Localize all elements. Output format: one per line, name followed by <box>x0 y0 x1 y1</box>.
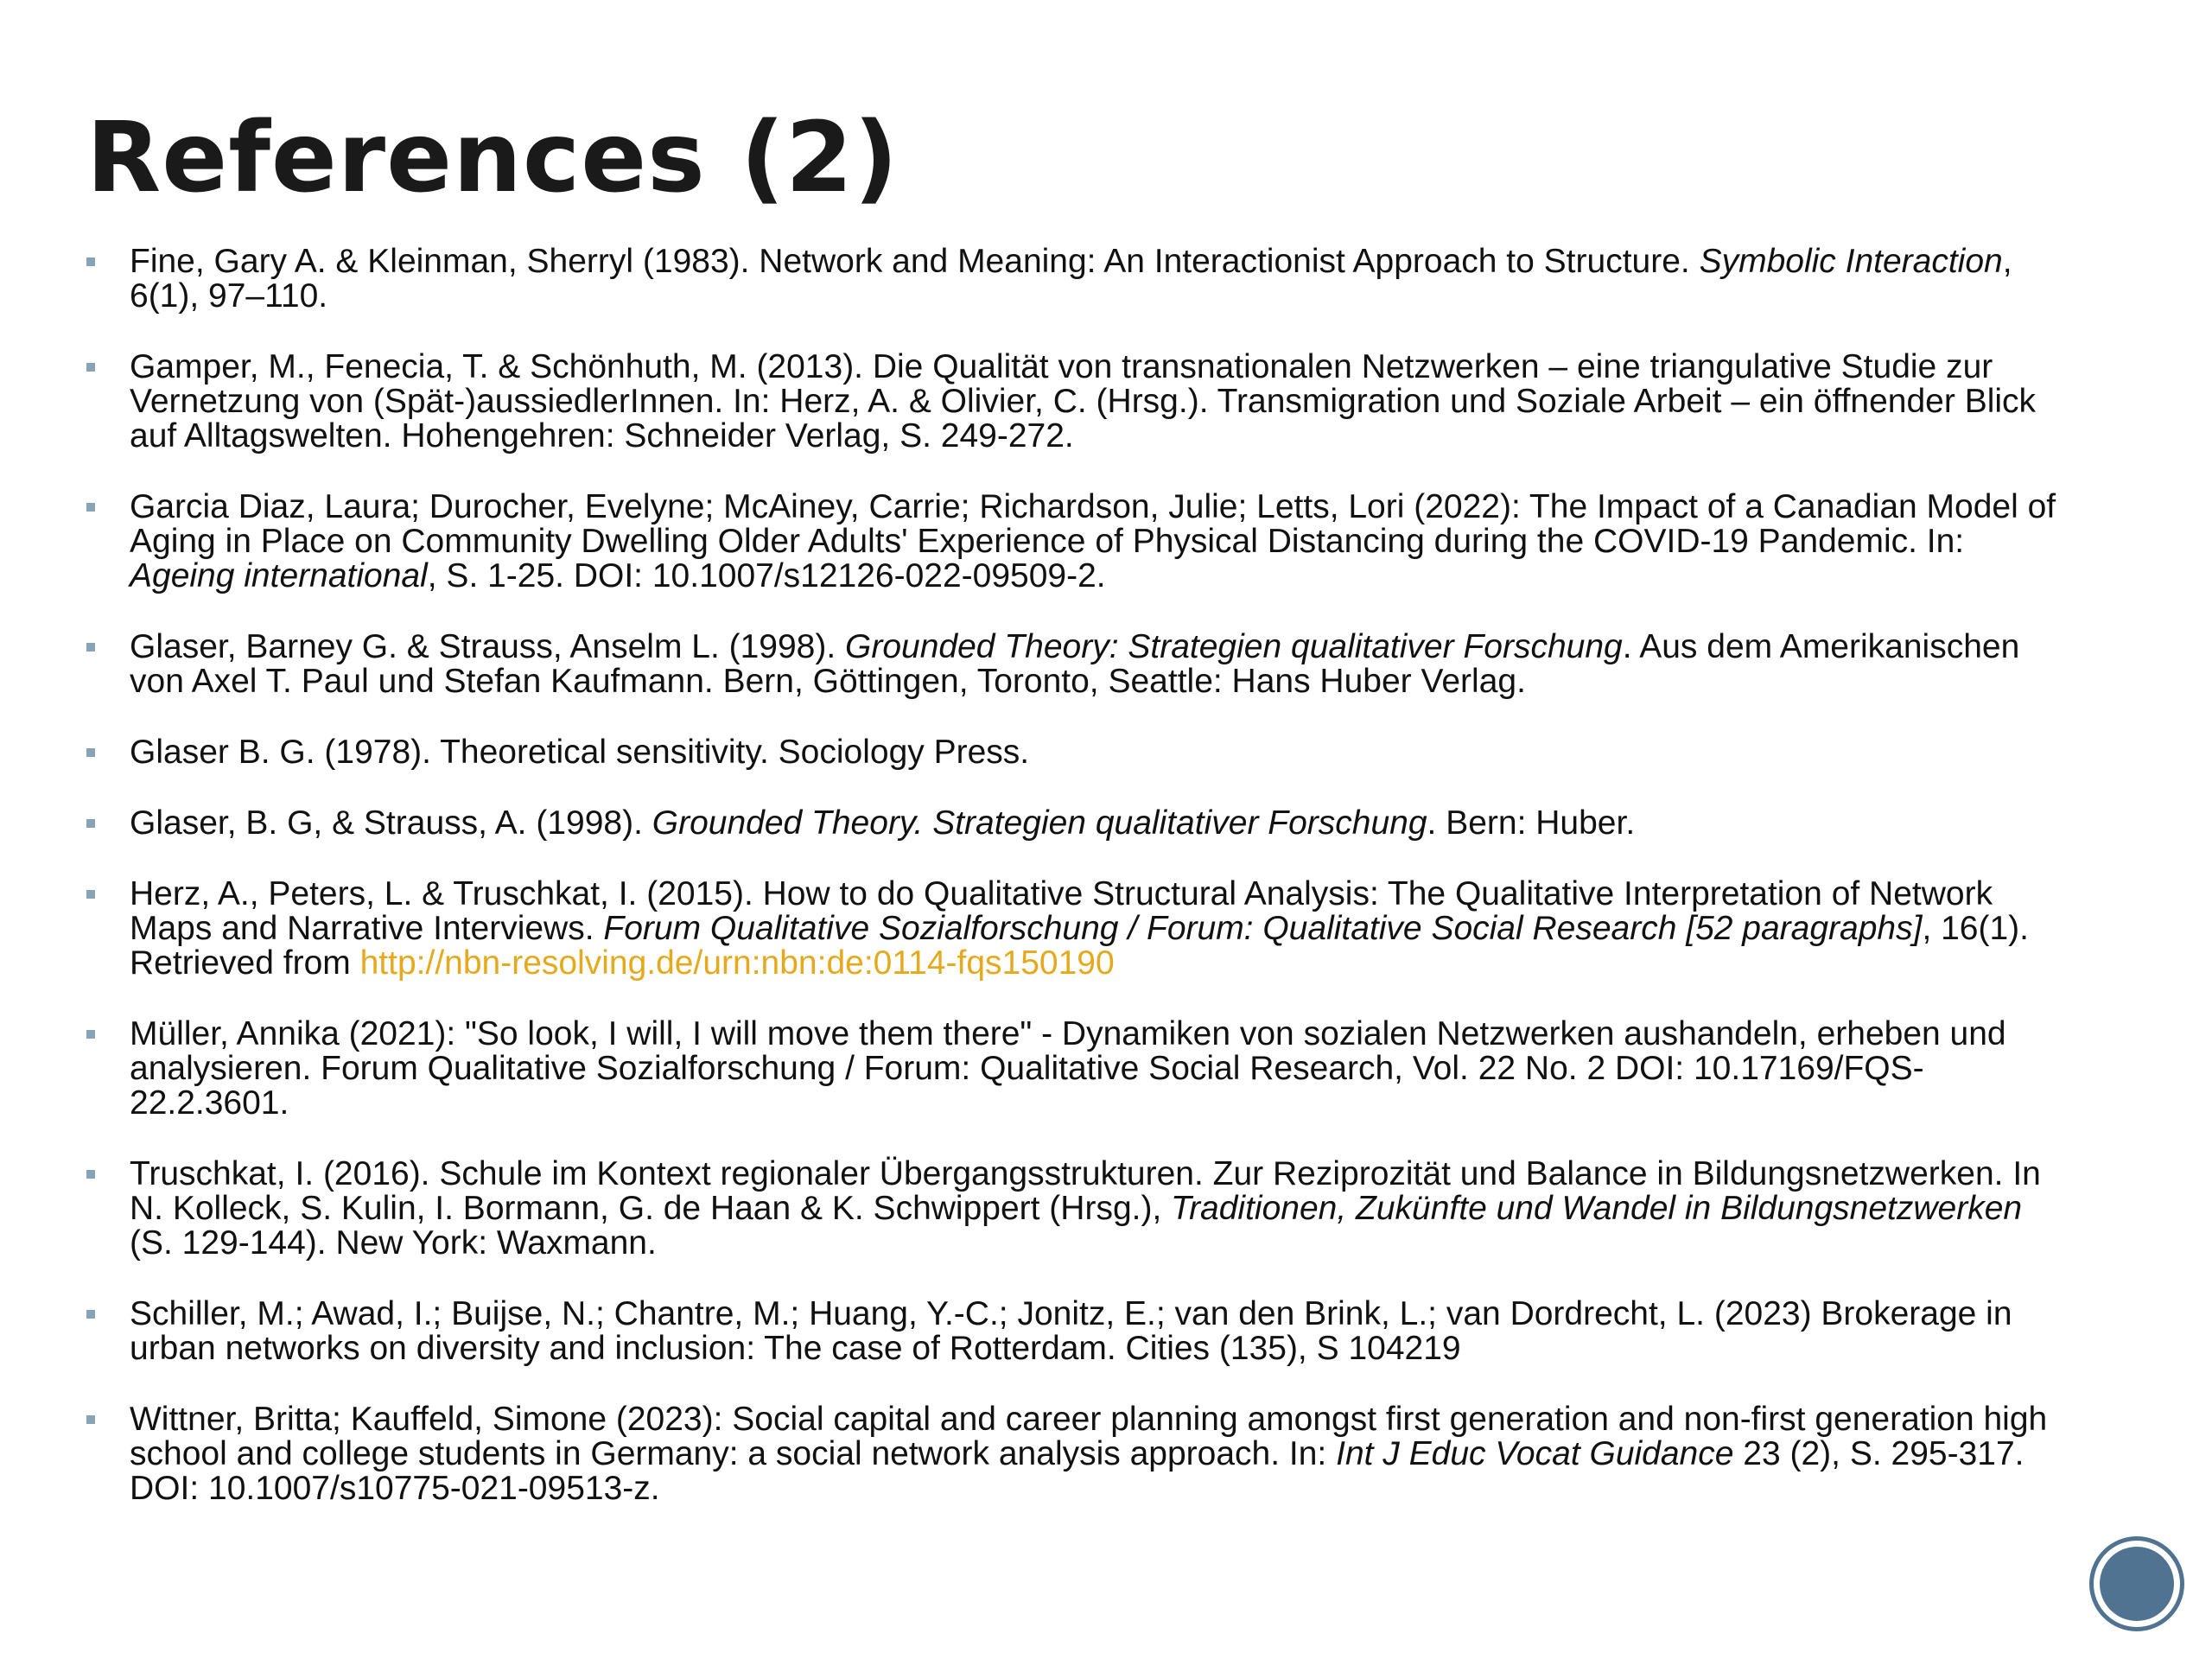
reference-item <box>86 350 2074 454</box>
square-bullet-icon <box>86 643 95 652</box>
reference-item <box>86 806 2074 841</box>
reference-text-part: . Aus dem Amerikanischen von Axel T. Paul und Stefan Kaufmann. Bern, Göttingen, Toronto, Seattle: Hans Huber Verlag. <box>130 628 2020 700</box>
reference-item <box>86 245 2074 314</box>
reference-text-part: Gamper, M., Fenecia, T. & Schönhuth, M. (2013). Die Qualität von transnationalen Netzwerken – eine triangulative Studie zur Vernetzung von (Spät-)aussiedlerInnen. In: Herz, A. & Olivier, C. (Hrsg.). Transmigration und Soziale Arbeit – ein öffnender Blick auf Alltagswelten. Hohengehren: Schneider Verlag, S. 249-272. <box>130 348 2037 454</box>
reference-item <box>86 1017 2074 1121</box>
square-bullet-icon <box>86 503 95 512</box>
reference-text <box>130 1401 2047 1507</box>
reference-text <box>130 804 1635 842</box>
reference-item <box>86 490 2074 594</box>
reference-text <box>130 243 2012 315</box>
reference-text <box>130 875 2029 982</box>
reference-text-part: Truschkat, I. (2016). Schule im Kontext regionaler Übergangsstrukturen. Zur Reziprozität und Balance in Bildungsnetzwerken. In N. Kolleck, S. Kulin, I. Bormann, G. de Haan & K. Schwippert (Hrsg.), <box>130 1155 2041 1227</box>
reference-item <box>86 1402 2074 1506</box>
reference-italic-text: Int J Educ Vocat Guidance <box>1336 1435 1734 1472</box>
reference-text-part: Herz, A., Peters, L. & Truschkat, I. (2015). How to do Qualitative Structural Analysis: The Qualitative Interpretation of Network Maps and Narrative Interviews. <box>130 875 1993 947</box>
square-bullet-icon <box>86 890 95 899</box>
reference-text-part: Wittner, Britta; Kauffeld, Simone (2023): Social capital and career planning amongst first generation and non-first generation high school and college students in Germany: a social network analysis approach. In: <box>130 1401 2048 1472</box>
square-bullet-icon <box>86 1310 95 1319</box>
nav-button-fill <box>2100 1547 2174 1621</box>
slide-title: References (2) <box>86 102 899 214</box>
reference-italic-text: Grounded Theory. Strategien qualitativer Forschung <box>652 804 1427 842</box>
reference-text-part: Glaser, B. G, & Strauss, A. (1998). <box>130 804 652 842</box>
reference-item <box>86 735 2074 770</box>
reference-text-part: Glaser B. G. (1978). Theoretical sensitivity. Sociology Press. <box>130 734 1030 771</box>
reference-italic-text: Grounded Theory: Strategien qualitativer Forschung <box>845 628 1623 665</box>
reference-italic-text: Symbolic Interaction <box>1699 243 2003 280</box>
reference-text-part: Glaser, Barney G. & Strauss, Anselm L. (1998). <box>130 628 846 665</box>
reference-link[interactable]: http://nbn-resolving.de/urn:nbn:de:0114-fqs150190 <box>359 944 1115 982</box>
reference-italic-text: Ageing international <box>130 557 428 594</box>
square-bullet-icon <box>86 363 95 372</box>
reference-italic-text: Traditionen, Zukünfte und Wandel in Bildungsnetzwerken <box>1171 1190 2023 1227</box>
reference-text-part: , S. 1-25. DOI: 10.1007/s12126-022-09509-2. <box>427 557 1106 594</box>
reference-item <box>86 1157 2074 1261</box>
reference-text <box>130 628 2019 700</box>
reference-text <box>130 1155 2041 1262</box>
square-bullet-icon <box>86 748 95 757</box>
reference-text-part: Garcia Diaz, Laura; Durocher, Evelyne; McAiney, Carrie; Richardson, Julie; Letts, Lori (2022): The Impact of a Canadian Model of Aging in Place on Community Dwelling Older Adults' Experience of Physical Distancing during the COVID-19 Pandemic. In: <box>130 488 2056 560</box>
reference-text <box>130 1015 2006 1122</box>
reference-text <box>130 734 1029 771</box>
reference-text-part: Schiller, M.; Awad, I.; Buijse, N.; Chantre, M.; Huang, Y.-C.; Jonitz, E.; van den Brink, L.; van Dordrecht, L. (2023) Brokerage in urban networks on diversity and inclusion: The case of Rotterdam. Cities (135), S 104219 <box>130 1295 2012 1367</box>
reference-text-part: Fine, Gary A. & Kleinman, Sherryl (1983). Network and Meaning: An Interactionist Approach to Structure. <box>130 243 1700 280</box>
reference-text-part: , 16(1). Retrieved from <box>130 910 2029 982</box>
circle-nav-icon[interactable] <box>2089 1536 2184 1631</box>
reference-text <box>130 348 2036 454</box>
reference-item <box>86 630 2074 699</box>
reference-text-part: . Bern: Huber. <box>1427 804 1636 842</box>
reference-text-part: 23 (2), S. 295-317. DOI: 10.1007/s10775-021-09513-z. <box>130 1435 2024 1507</box>
square-bullet-icon <box>86 1415 95 1424</box>
square-bullet-icon <box>86 1030 95 1039</box>
reference-text-part: , 6(1), 97–110. <box>130 243 2012 315</box>
square-bullet-icon <box>86 1170 95 1179</box>
reference-text <box>130 488 2056 594</box>
reference-italic-text: Forum Qualitative Sozialforschung / Forum: Qualitative Social Research [52 paragraphs] <box>603 910 1923 947</box>
square-bullet-icon <box>86 819 95 828</box>
reference-list <box>86 245 2074 1542</box>
reference-item <box>86 1297 2074 1366</box>
reference-text-part: (S. 129-144). New York: Waxmann. <box>130 1224 657 1262</box>
reference-text <box>130 1295 2012 1367</box>
reference-item <box>86 877 2074 981</box>
square-bullet-icon <box>86 257 95 266</box>
reference-text-part: Müller, Annika (2021): "So look, I will, I will move them there" - Dynamiken von sozialen Netzwerken aushandeln, erheben und analysieren. Forum Qualitative Sozialforschung / Forum: Qualitative Social Research, Vol. 22 No. 2 DOI: 10.17169/FQS-22.2.3601. <box>130 1015 2006 1122</box>
